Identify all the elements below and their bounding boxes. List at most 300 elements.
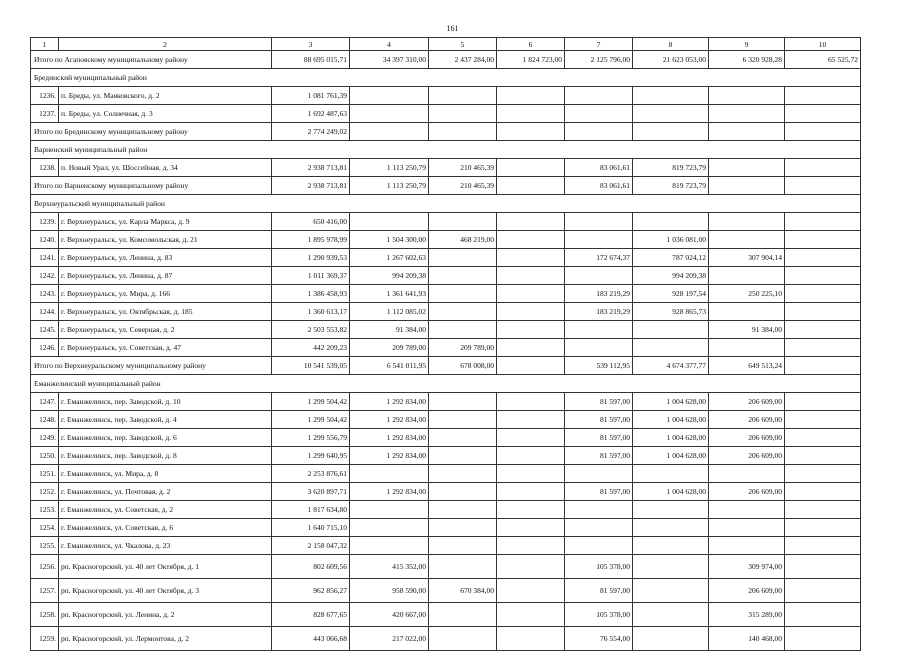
amount-cell <box>497 483 565 501</box>
amount-cell: 6 320 928,28 <box>709 51 785 69</box>
address-cell: г. Еманжелинск, ул. Советская, д. 2 <box>59 501 272 519</box>
amount-cell <box>350 537 429 555</box>
amount-cell <box>497 519 565 537</box>
amount-cell: 250 225,10 <box>709 285 785 303</box>
funding-table <box>30 37 861 651</box>
district-heading: Брединский муниципальный район <box>31 69 861 87</box>
address-cell: г. Еманжелинск, ул. Чкалова, д. 23 <box>59 537 272 555</box>
amount-cell <box>429 321 497 339</box>
address-cell: г. Еманжелинск, ул. Советская, д. 6 <box>59 519 272 537</box>
amount-cell <box>709 231 785 249</box>
amount-cell: 1 299 504,42 <box>272 411 350 429</box>
amount-cell <box>785 519 861 537</box>
amount-cell: 81 597,00 <box>565 579 633 603</box>
amount-cell: 1 292 834,00 <box>350 393 429 411</box>
amount-cell <box>429 249 497 267</box>
row-number: 1247. <box>31 393 59 411</box>
amount-cell: 420 667,00 <box>350 603 429 627</box>
amount-cell: 468 219,00 <box>429 231 497 249</box>
amount-cell <box>429 465 497 483</box>
amount-cell: 1 692 487,63 <box>272 105 350 123</box>
amount-cell: 210 465,39 <box>429 159 497 177</box>
table-row <box>31 555 861 579</box>
table-row <box>31 447 861 465</box>
amount-cell <box>565 501 633 519</box>
amount-cell <box>633 537 709 555</box>
address-cell: г. Верхнеуральск, ул. Комсомольская, д. 21 <box>59 231 272 249</box>
amount-cell <box>785 159 861 177</box>
amount-cell: 209 789,00 <box>350 339 429 357</box>
address-cell: г. Еманжелинск, пер. Заводской, д. 4 <box>59 411 272 429</box>
amount-cell <box>565 213 633 231</box>
district-heading: Верхнеуральский муниципальный район <box>31 195 861 213</box>
amount-cell <box>497 267 565 285</box>
amount-cell: 1 112 085,02 <box>350 303 429 321</box>
table-row <box>31 231 861 249</box>
amount-cell: 209 789,00 <box>429 339 497 357</box>
amount-cell <box>429 411 497 429</box>
amount-cell: 10 541 539,05 <box>272 357 350 375</box>
total-label: Итого по Варненскому муниципальному району <box>31 177 272 195</box>
amount-cell: 1 640 715,10 <box>272 519 350 537</box>
amount-cell: 928 197,54 <box>633 285 709 303</box>
address-cell: г. Еманжелинск, ул. Мира, д. 8 <box>59 465 272 483</box>
amount-cell: 81 597,00 <box>565 429 633 447</box>
amount-cell <box>497 603 565 627</box>
address-cell: рп. Красногорский, ул. 40 лет Октября, д. 3 <box>59 579 272 603</box>
address-cell: г. Еманжелинск, пер. Заводской, д. 8 <box>59 447 272 465</box>
amount-cell <box>350 501 429 519</box>
amount-cell: 307 904,14 <box>709 249 785 267</box>
amount-cell <box>785 411 861 429</box>
amount-cell <box>709 465 785 483</box>
amount-cell <box>709 123 785 141</box>
amount-cell <box>565 123 633 141</box>
amount-cell: 1 292 834,00 <box>350 411 429 429</box>
amount-cell: 6 541 011,95 <box>350 357 429 375</box>
amount-cell: 309 974,00 <box>709 555 785 579</box>
amount-cell <box>497 87 565 105</box>
amount-cell: 315 289,00 <box>709 603 785 627</box>
district-heading: Варненский муниципальный район <box>31 141 861 159</box>
address-cell: г. Верхнеуральск, ул. Мира, д. 166 <box>59 285 272 303</box>
amount-cell <box>429 519 497 537</box>
amount-cell <box>497 303 565 321</box>
amount-cell <box>633 579 709 603</box>
amount-cell: 1 011 369,37 <box>272 267 350 285</box>
amount-cell <box>497 555 565 579</box>
amount-cell: 1 299 504,42 <box>272 393 350 411</box>
amount-cell: 928 865,73 <box>633 303 709 321</box>
amount-cell <box>565 537 633 555</box>
amount-cell: 210 465,39 <box>429 177 497 195</box>
address-cell: г. Еманжелинск, пер. Заводской, д. 10 <box>59 393 272 411</box>
amount-cell <box>785 429 861 447</box>
amount-cell: 442 209,23 <box>272 339 350 357</box>
amount-cell: 1 267 602,63 <box>350 249 429 267</box>
table-row <box>31 87 861 105</box>
amount-cell <box>785 303 861 321</box>
amount-cell <box>633 339 709 357</box>
column-number: 2 <box>59 38 272 51</box>
amount-cell <box>429 501 497 519</box>
amount-cell: 3 620 897,71 <box>272 483 350 501</box>
column-number: 9 <box>709 38 785 51</box>
amount-cell: 1 299 640,95 <box>272 447 350 465</box>
amount-cell <box>633 603 709 627</box>
amount-cell: 415 352,00 <box>350 555 429 579</box>
amount-cell <box>633 501 709 519</box>
row-number: 1239. <box>31 213 59 231</box>
amount-cell: 2 125 796,00 <box>565 51 633 69</box>
amount-cell: 1 004 628,00 <box>633 411 709 429</box>
amount-cell <box>497 213 565 231</box>
table-row <box>31 267 861 285</box>
amount-cell <box>785 105 861 123</box>
table-row <box>31 501 861 519</box>
amount-cell: 81 597,00 <box>565 483 633 501</box>
row-number: 1252. <box>31 483 59 501</box>
row-number: 1246. <box>31 339 59 357</box>
amount-cell <box>785 555 861 579</box>
amount-cell <box>497 321 565 339</box>
amount-cell <box>785 249 861 267</box>
amount-cell <box>785 123 861 141</box>
amount-cell: 1 292 834,00 <box>350 447 429 465</box>
amount-cell <box>497 429 565 447</box>
total-label: Итого по Верхнеуральскому муниципальному району <box>31 357 272 375</box>
amount-cell <box>785 537 861 555</box>
district-total-row <box>31 177 861 195</box>
total-label: Итого по Агаповскому муниципальному району <box>31 51 272 69</box>
district-heading-row <box>31 69 861 87</box>
amount-cell <box>709 339 785 357</box>
amount-cell <box>429 123 497 141</box>
amount-cell: 1 361 641,93 <box>350 285 429 303</box>
amount-cell: 2 938 713,81 <box>272 159 350 177</box>
amount-cell: 994 209,38 <box>350 267 429 285</box>
amount-cell: 678 008,00 <box>429 357 497 375</box>
amount-cell: 1 113 250,79 <box>350 177 429 195</box>
table-row <box>31 393 861 411</box>
amount-cell <box>565 339 633 357</box>
amount-cell <box>497 177 565 195</box>
amount-cell <box>429 447 497 465</box>
amount-cell: 1 299 556,79 <box>272 429 350 447</box>
amount-cell <box>429 285 497 303</box>
amount-cell: 34 397 310,00 <box>350 51 429 69</box>
amount-cell <box>429 483 497 501</box>
amount-cell: 802 609,56 <box>272 555 350 579</box>
amount-cell: 2 774 249,02 <box>272 123 350 141</box>
amount-cell <box>429 105 497 123</box>
amount-cell: 1 004 628,00 <box>633 483 709 501</box>
address-cell: г. Верхнеуральск, ул. Октябрьская, д. 185 <box>59 303 272 321</box>
table-body <box>31 38 861 651</box>
amount-cell <box>709 267 785 285</box>
district-total-row <box>31 123 861 141</box>
column-number: 6 <box>497 38 565 51</box>
table-row <box>31 603 861 627</box>
amount-cell: 539 112,95 <box>565 357 633 375</box>
row-number: 1237. <box>31 105 59 123</box>
address-cell: рп. Красногорский, ул. 40 лет Октября, д. 1 <box>59 555 272 579</box>
amount-cell: 206 609,00 <box>709 579 785 603</box>
address-cell: рп. Красногорский, ул. Ленина, д. 2 <box>59 603 272 627</box>
address-cell: г. Еманжелинск, ул. Почтовая, д. 2 <box>59 483 272 501</box>
row-number: 1258. <box>31 603 59 627</box>
amount-cell <box>785 483 861 501</box>
amount-cell: 1 292 834,00 <box>350 429 429 447</box>
amount-cell: 2 938 713,81 <box>272 177 350 195</box>
amount-cell <box>709 303 785 321</box>
amount-cell <box>497 285 565 303</box>
column-number-row <box>31 38 861 51</box>
amount-cell: 140 468,00 <box>709 627 785 651</box>
address-cell: г. Верхнеуральск, ул. Ленина, д. 87 <box>59 267 272 285</box>
amount-cell <box>350 465 429 483</box>
amount-cell <box>785 393 861 411</box>
amount-cell <box>497 501 565 519</box>
amount-cell <box>709 501 785 519</box>
column-number: 10 <box>785 38 861 51</box>
amount-cell <box>633 123 709 141</box>
district-heading-row <box>31 375 861 393</box>
amount-cell: 21 623 053,00 <box>633 51 709 69</box>
amount-cell: 76 554,00 <box>565 627 633 651</box>
amount-cell: 88 695 015,71 <box>272 51 350 69</box>
amount-cell: 81 597,00 <box>565 447 633 465</box>
amount-cell: 1 504 300,00 <box>350 231 429 249</box>
amount-cell: 650 416,00 <box>272 213 350 231</box>
amount-cell <box>565 519 633 537</box>
amount-cell <box>785 177 861 195</box>
row-number: 1242. <box>31 267 59 285</box>
amount-cell <box>350 213 429 231</box>
amount-cell <box>497 357 565 375</box>
amount-cell: 819 723,79 <box>633 159 709 177</box>
district-total-row <box>31 357 861 375</box>
amount-cell <box>785 87 861 105</box>
amount-cell: 994 209,38 <box>633 267 709 285</box>
address-cell: п. Бреды, ул. Солнечная, д. 3 <box>59 105 272 123</box>
row-number: 1255. <box>31 537 59 555</box>
amount-cell: 958 590,00 <box>350 579 429 603</box>
amount-cell <box>429 87 497 105</box>
amount-cell <box>709 213 785 231</box>
table-row <box>31 519 861 537</box>
row-number: 1236. <box>31 87 59 105</box>
table-row <box>31 465 861 483</box>
address-cell: г. Верхнеуральск, ул. Карла Маркса, д. 9 <box>59 213 272 231</box>
amount-cell <box>709 537 785 555</box>
address-cell: п. Новый Урал, ул. Шоссейная, д. 34 <box>59 159 272 177</box>
table-row <box>31 159 861 177</box>
amount-cell <box>429 537 497 555</box>
amount-cell: 1 004 628,00 <box>633 393 709 411</box>
table-row <box>31 285 861 303</box>
amount-cell <box>429 627 497 651</box>
amount-cell: 4 674 377,77 <box>633 357 709 375</box>
amount-cell <box>565 267 633 285</box>
amount-cell <box>785 501 861 519</box>
address-cell: п. Бреды, ул. Маяковского, д. 2 <box>59 87 272 105</box>
table-row <box>31 537 861 555</box>
amount-cell: 183 219,29 <box>565 285 633 303</box>
table-row <box>31 339 861 357</box>
amount-cell <box>497 339 565 357</box>
amount-cell <box>497 537 565 555</box>
amount-cell: 2 158 047,32 <box>272 537 350 555</box>
amount-cell <box>633 213 709 231</box>
amount-cell <box>709 177 785 195</box>
total-label: Итого по Брединскому муниципальному району <box>31 123 272 141</box>
amount-cell: 81 597,00 <box>565 393 633 411</box>
amount-cell <box>497 123 565 141</box>
amount-cell <box>350 123 429 141</box>
table-row <box>31 411 861 429</box>
amount-cell: 206 609,00 <box>709 411 785 429</box>
row-number: 1238. <box>31 159 59 177</box>
amount-cell: 65 525,72 <box>785 51 861 69</box>
row-number: 1248. <box>31 411 59 429</box>
amount-cell <box>565 465 633 483</box>
amount-cell <box>497 627 565 651</box>
amount-cell: 2 437 284,00 <box>429 51 497 69</box>
column-number: 7 <box>565 38 633 51</box>
table-row <box>31 249 861 267</box>
amount-cell <box>497 411 565 429</box>
amount-cell <box>497 579 565 603</box>
amount-cell <box>565 231 633 249</box>
amount-cell: 83 061,61 <box>565 177 633 195</box>
amount-cell <box>785 321 861 339</box>
row-number: 1244. <box>31 303 59 321</box>
amount-cell: 172 674,37 <box>565 249 633 267</box>
amount-cell: 649 513,24 <box>709 357 785 375</box>
table-row <box>31 321 861 339</box>
amount-cell: 206 609,00 <box>709 429 785 447</box>
amount-cell <box>350 105 429 123</box>
row-number: 1243. <box>31 285 59 303</box>
amount-cell <box>785 357 861 375</box>
amount-cell <box>785 627 861 651</box>
page-number: 161 <box>446 24 459 33</box>
amount-cell <box>429 555 497 579</box>
amount-cell: 1 360 613,17 <box>272 303 350 321</box>
district-heading-row <box>31 195 861 213</box>
row-number: 1259. <box>31 627 59 651</box>
address-cell: г. Верхнеуральск, ул. Ленина, д. 83 <box>59 249 272 267</box>
amount-cell: 670 384,00 <box>429 579 497 603</box>
amount-cell: 1 386 458,93 <box>272 285 350 303</box>
row-number: 1257. <box>31 579 59 603</box>
amount-cell <box>565 87 633 105</box>
amount-cell <box>633 627 709 651</box>
amount-cell: 81 597,00 <box>565 411 633 429</box>
column-number: 4 <box>350 38 429 51</box>
amount-cell: 2 503 553,82 <box>272 321 350 339</box>
table-row <box>31 105 861 123</box>
amount-cell <box>497 105 565 123</box>
amount-cell <box>497 231 565 249</box>
amount-cell <box>785 339 861 357</box>
amount-cell: 105 378,00 <box>565 603 633 627</box>
amount-cell <box>785 267 861 285</box>
amount-cell: 206 609,00 <box>709 447 785 465</box>
amount-cell: 206 609,00 <box>709 483 785 501</box>
amount-cell <box>785 231 861 249</box>
address-cell: г. Еманжелинск, пер. Заводской, д. 6 <box>59 429 272 447</box>
amount-cell <box>429 267 497 285</box>
amount-cell <box>429 603 497 627</box>
row-number: 1256. <box>31 555 59 579</box>
district-heading: Еманжелинский муниципальный район <box>31 375 861 393</box>
row-number: 1240. <box>31 231 59 249</box>
amount-cell: 2 253 876,61 <box>272 465 350 483</box>
amount-cell <box>565 321 633 339</box>
amount-cell <box>709 519 785 537</box>
amount-cell <box>709 159 785 177</box>
amount-cell: 1 290 939,53 <box>272 249 350 267</box>
amount-cell: 1 113 250,79 <box>350 159 429 177</box>
amount-cell: 787 024,12 <box>633 249 709 267</box>
row-number: 1249. <box>31 429 59 447</box>
amount-cell <box>350 519 429 537</box>
amount-cell <box>429 213 497 231</box>
amount-cell <box>709 87 785 105</box>
amount-cell <box>785 285 861 303</box>
address-cell: рп. Красногорский, ул. Лермонтова, д. 2 <box>59 627 272 651</box>
amount-cell <box>633 555 709 579</box>
amount-cell <box>633 321 709 339</box>
amount-cell: 1 824 723,00 <box>497 51 565 69</box>
amount-cell <box>785 465 861 483</box>
amount-cell: 962 856,27 <box>272 579 350 603</box>
amount-cell: 1 004 628,00 <box>633 429 709 447</box>
amount-cell <box>565 105 633 123</box>
column-number: 5 <box>429 38 497 51</box>
amount-cell <box>497 447 565 465</box>
amount-cell: 443 066,68 <box>272 627 350 651</box>
district-total-row <box>31 51 861 69</box>
row-number: 1251. <box>31 465 59 483</box>
amount-cell: 1 292 834,00 <box>350 483 429 501</box>
amount-cell <box>709 105 785 123</box>
address-cell: г. Верхнеуральск, ул. Северная, д. 2 <box>59 321 272 339</box>
amount-cell <box>633 87 709 105</box>
amount-cell: 819 723,79 <box>633 177 709 195</box>
amount-cell: 1 004 628,00 <box>633 447 709 465</box>
table-row <box>31 429 861 447</box>
amount-cell: 217 022,00 <box>350 627 429 651</box>
amount-cell: 83 061,61 <box>565 159 633 177</box>
amount-cell: 1 036 081,00 <box>633 231 709 249</box>
amount-cell: 91 384,00 <box>709 321 785 339</box>
amount-cell <box>785 213 861 231</box>
column-number: 3 <box>272 38 350 51</box>
table-row <box>31 579 861 603</box>
amount-cell <box>429 303 497 321</box>
amount-cell: 1 895 978,99 <box>272 231 350 249</box>
amount-cell <box>497 249 565 267</box>
column-number: 1 <box>31 38 59 51</box>
amount-cell: 183 219,29 <box>565 303 633 321</box>
row-number: 1254. <box>31 519 59 537</box>
district-heading-row <box>31 141 861 159</box>
amount-cell <box>497 159 565 177</box>
amount-cell <box>350 87 429 105</box>
